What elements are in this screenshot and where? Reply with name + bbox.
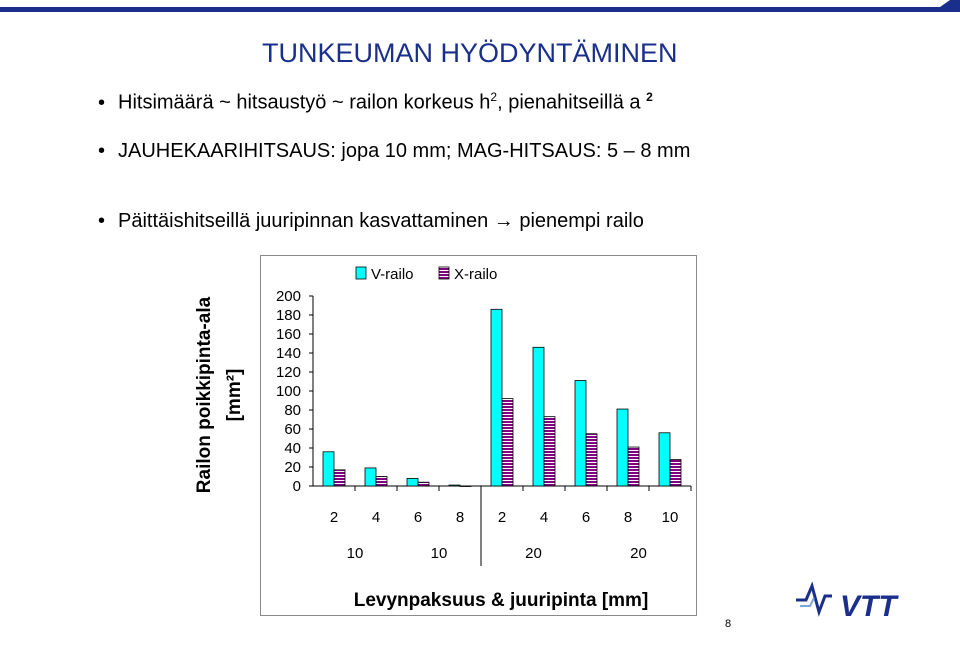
bar-v-railo [449,485,460,486]
y-axis-label-line2: [mm²] [224,368,245,422]
x-group-label: 10 [430,545,448,562]
x-group-label: 20 [525,545,542,562]
bullet-1-text-before: Hitsimäärä ~ hitsaustyö ~ railon korkeus h [118,91,491,114]
x-category-label: 10 [661,509,679,526]
bar-v-railo [575,381,586,486]
x-category-label: 4 [371,509,381,526]
x-category-label: 2 [497,509,507,526]
x-category-label: 2 [329,509,339,526]
bar-x-railo [418,482,429,486]
x-group-label: 20 [630,545,647,562]
y-tick-label: 100 [275,383,301,400]
bullet-1-text-after: , pienahitseillä a [497,91,641,114]
bar-v-railo [659,433,670,486]
bar-v-railo [323,452,334,486]
y-tick-label: 120 [275,364,301,381]
vtt-logo-text: VTT [840,590,897,622]
y-tick-label: 20 [284,459,301,476]
bullet-3-text: Päittäishitseillä juuripinnan kasvattaminen → pienempi railo [118,210,644,232]
x-axis-title: Levynpaksuus & juuripinta [mm] [353,590,649,611]
vtt-logo-graphic [792,576,917,622]
bar-v-railo [491,309,502,486]
y-tick-label: 140 [275,345,301,362]
top-decor-bar [0,0,960,20]
bar-x-railo [670,459,681,486]
bar-x-railo [628,447,639,486]
slide-title: TUNKEUMAN HYÖDYNTÄMINEN [262,38,678,68]
chart-area [260,255,697,616]
bar-x-railo [544,417,555,486]
y-tick-label: 60 [284,421,301,438]
bar-x-railo [586,434,597,486]
y-tick-label: 80 [284,402,301,419]
bullet-2-text: JAUHEKAARIHITSAUS: jopa 10 mm; MAG-HITSAUS: 5 – 8 mm [118,140,691,162]
bullet-marker: • [98,140,106,162]
y-tick-label: 0 [292,478,301,495]
x-category-label: 8 [455,509,465,526]
bar-v-railo [407,478,418,486]
bar-x-railo [334,470,345,486]
y-tick-label: 40 [284,440,301,457]
y-tick-label: 160 [275,326,301,343]
bullet-1-sup: 2 [490,90,498,104]
x-category-label: 8 [623,509,633,526]
y-axis-label-line1: Railon poikkipinta-ala [194,296,215,494]
bar-v-railo [365,468,376,486]
bullet-3 [98,210,644,233]
bar-v-railo [617,409,628,486]
x-group-label: 10 [346,545,364,562]
bullet-1 [98,90,653,115]
legend-swatch-v-railo [356,267,366,279]
bullet-1-sup-bold: 2 [646,90,653,104]
x-category-label: 6 [413,509,423,526]
page-number: 8 [725,618,732,630]
legend-swatch-x-railo [439,267,449,279]
bullet-marker: • [98,91,106,114]
top-decor-graphic [0,0,960,20]
bar-v-railo [533,347,544,486]
bullet-2 [98,140,690,163]
y-tick-label: 180 [275,307,301,324]
bar-chart [261,256,698,617]
x-category-label: 4 [539,509,549,526]
legend-label-x-railo: X-railo [454,266,498,283]
y-tick-label: 200 [275,288,301,305]
x-category-label: 6 [581,509,591,526]
bullet-marker: • [98,210,106,232]
bar-x-railo [376,477,387,487]
bar-x-railo [460,486,471,487]
legend-label-v-railo: V-railo [371,266,414,283]
bar-x-railo [502,399,513,486]
y-axis-label [190,290,260,500]
